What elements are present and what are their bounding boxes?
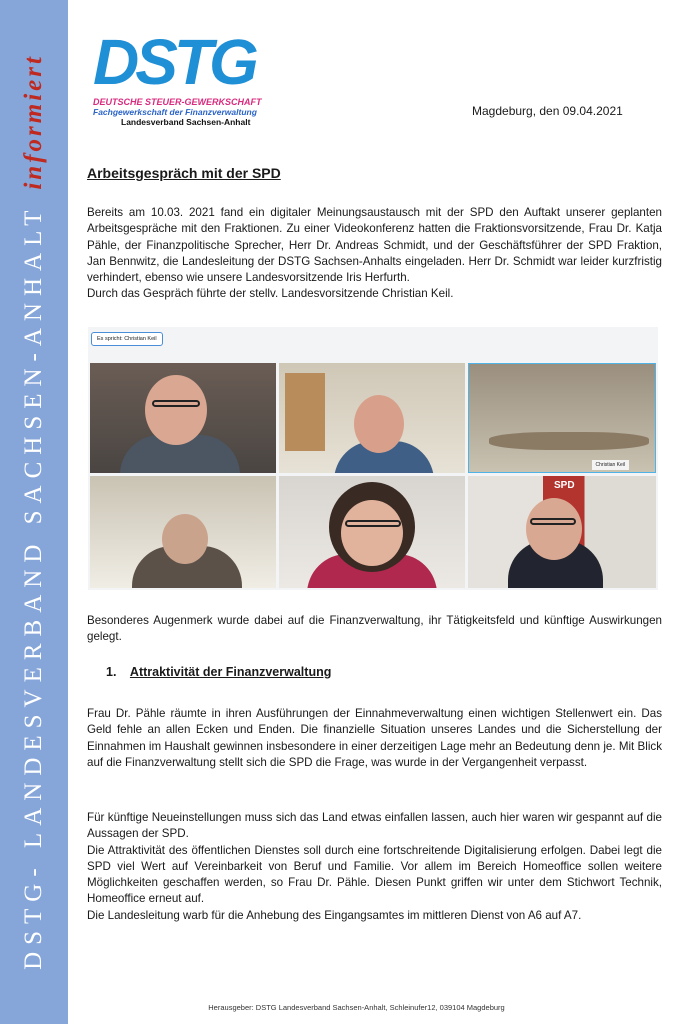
section-heading [106, 665, 331, 679]
dstg-logo [93, 26, 278, 133]
speaker-label: Es spricht: Christian Keil [91, 332, 163, 346]
page-footer: Herausgeber: DSTG Landesverband Sachsen-Anhalt, Schleinufer12, 039104 Magdeburg [208, 1003, 505, 1012]
intro-paragraph [87, 205, 662, 303]
spd-sign: SPD [554, 480, 575, 491]
intro-text: Bereits am 10.03. 2021 fand ein digitaler Meinungsaustausch mit der SPD den Auftakt unserer geplanten Arbeitsgespräche mit den Fraktionen. Zu einer Videokonferenz hatten die Fraktionsvorsitzende, Frau Dr. Katja Pähle, der Finanzpolitische Sprecher, Herr Dr. Andreas Schmidt, und der Geschäftsführer der SPD Fraktion, Jan Bennwitz, die Landesleitung der DSTG Sachsen-Anhalts eingeladen. Herr Dr. Schmidt war leider kurzfristig verhindert, ebenso wie unsere Landesvorsitzende Iris Herfurth. [87, 206, 662, 285]
logo-line-2: Fachgewerkschaft der Finanzverwaltung [93, 107, 257, 117]
logo-line-3: Landesverband Sachsen-Anhalt [121, 117, 251, 127]
video-conference-photo [88, 327, 658, 590]
sidebar-vertical-text [14, 22, 54, 1002]
video-tile [279, 363, 465, 473]
video-tile [279, 476, 465, 588]
section-text-4: Die Landesleitung warb für die Anhebung des Eingangsamtes im mittleren Dienst von A6 auf A7. [87, 908, 582, 922]
section-title: Attraktivität der Finanzverwaltung [129, 665, 332, 679]
section-text-3: Die Attraktivität des öffentlichen Dienstes soll durch eine fortschreitende Digitalisierung erfolgen. Dabei legt die SPD viel Wert auf Vereinbarkeit von Beruf und Familie. Vor allem im Bereich Homeoffice sollen weitere Möglichkeiten geschaffen werden, so Frau Dr. Pähle. Diesen Punkt griffen wir unter dem Stichwort Technik, Homeoffice erneut auf. [87, 843, 662, 906]
section-paragraph-1 [87, 706, 662, 771]
section-paragraph-2 [87, 810, 662, 924]
video-tile [468, 363, 656, 473]
participant-name-label: Christian Keil [592, 460, 629, 470]
emphasis-paragraph [87, 613, 662, 646]
section-number: 1. [106, 665, 117, 679]
intro-text-2: Durch das Gespräch führte der stellv. Landesvorsitzende Christian Keil. [87, 287, 454, 301]
logo-line-1: DEUTSCHE STEUER-GEWERKSCHAFT [93, 97, 262, 107]
sidebar-banner [0, 0, 68, 1024]
sidebar-org-name: DSTG- LANDESVERBAND SACHSEN-ANHALT [20, 203, 47, 970]
video-tile [468, 476, 656, 588]
section-text-1: Frau Dr. Pähle räumte in ihren Ausführungen der Einnahmeverwaltung einen wichtigen Stellenwert ein. Das Geld fehle an allen Ecken und Enden. Die finanzielle Situation unseres Landes und die Sicherstellung der Einnahmen im Haushalt gewinnen insbesondere in einer derzeitigen Lage mehr an Bedeutung denn je. Mit Blick auf die Finanzverwaltung stellt sich die SPD die Frage, was wurde in der Vergangenheit verpasst. [87, 707, 662, 769]
video-tile [90, 363, 276, 473]
emphasis-text: Besonderes Augenmerk wurde dabei auf die Finanzverwaltung, ihr Tätigkeitsfeld und künftige Auswirkungen gelegt. [87, 614, 662, 644]
section-text-2: Für künftige Neueinstellungen muss sich das Land etwas einfallen lassen, auch hier waren wir gespannt auf die Aussagen der SPD. [87, 811, 662, 841]
page-title: Arbeitsgespräch mit der SPD [87, 165, 281, 181]
video-tile [90, 476, 276, 588]
letter-date: Magdeburg, den 09.04.2021 [472, 104, 623, 118]
logo-mark: DSTG [93, 26, 255, 98]
sidebar-informiert: informiert [20, 54, 47, 190]
